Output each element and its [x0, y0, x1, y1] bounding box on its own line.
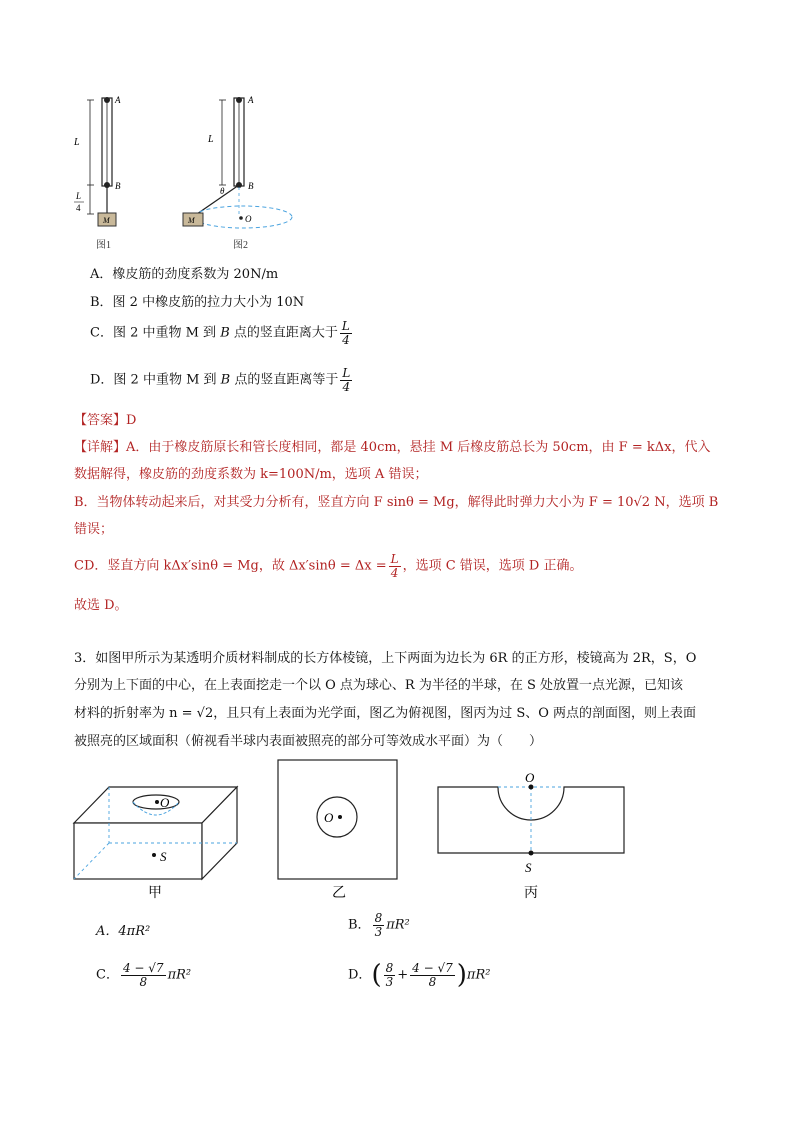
q3-option-b-tail: πR²: [386, 917, 410, 933]
q2-figure: [70, 90, 320, 255]
bing-label-o: O: [525, 770, 535, 785]
q2-option-d-prefix: D．图 2 中重物 M 到: [90, 372, 221, 388]
q2-option-d-suffix: 点的竖直距离等于: [230, 372, 339, 388]
q2-detail-line2: 数据解得，橡皮筋的劲度系数为 k=100N/m，选项 A 错误；: [74, 467, 428, 482]
caption-bing: 丙: [524, 886, 538, 901]
q3-stem-line1: 3．如图甲所示为某透明介质材料制成的长方体棱镜，上下两面为边长为 6R 的正方形，棱镜高为 2R，S，O: [74, 651, 697, 666]
figure2: [183, 95, 292, 251]
label-L4-num: L: [76, 191, 82, 201]
q2-option-a-text: A．橡皮筋的劲度系数为 20N/m: [90, 267, 279, 282]
q2-option-d-b: B: [220, 372, 231, 388]
q2-detail-line6: 故选 D。: [74, 598, 128, 613]
jia-label-s: S: [160, 849, 167, 864]
q3-option-d-rparen: ): [456, 960, 467, 990]
label-B-fig2: B: [248, 181, 254, 191]
q3-option-d-label: D．: [348, 967, 372, 983]
q3-stem-line4: 被照亮的区域面积（俯视看半球内表面被照亮的部分可等效成水平面）为（ ）: [74, 734, 543, 749]
label-B-fig1: B: [115, 181, 121, 191]
q2-detail-line5-prefix: CD．竖直方向 kΔx′sinθ = Mg，故 Δx′sinθ = Δx =: [74, 558, 387, 574]
q3-option-c-label: C．: [96, 967, 119, 983]
q2-option-d[interactable]: [90, 367, 354, 393]
q3-option-c-tail: πR²: [167, 967, 192, 983]
caption-yi: 乙: [332, 886, 346, 901]
q2-option-c-frac: $\frac{L}{4}$: [341, 319, 350, 347]
label-M-fig1: M: [103, 216, 110, 225]
q2-detail-line4: 错误；: [74, 522, 114, 537]
q2-detail-line5-suffix: ，选项 C 错误，选项 D 正确。: [402, 558, 583, 574]
q3-option-c[interactable]: [96, 962, 191, 988]
figure1: [73, 95, 121, 251]
q2-option-a[interactable]: [90, 263, 278, 282]
q2-option-c-suffix: 点的竖直距离大于: [229, 325, 338, 341]
figure-bing: [438, 770, 624, 901]
yi-label-o: O: [324, 810, 334, 825]
q3-option-a-text: A．4πR²: [96, 924, 151, 939]
q2-option-c-b: B: [220, 325, 230, 341]
q3-option-d[interactable]: [348, 960, 490, 990]
q2-option-c[interactable]: [90, 320, 354, 346]
q3-stem-line2: 分别为上下面的中心，在上表面挖走一个以 O 点为球心、R 为半径的半球，在 S 处放置一点光源，已知该: [74, 678, 684, 693]
q3-option-d-frac-a: $\frac{8}{3}$: [385, 960, 394, 989]
q2-detail-line1-text: A．由于橡皮筋原长和管长度相同，都是 40cm，悬挂 M 后橡皮筋总长为 50cm，由 F = kΔx，代入: [126, 440, 711, 455]
q3-option-b-label: B．: [348, 917, 371, 933]
figure-jia: [74, 787, 237, 901]
label-L-fig2: L: [208, 134, 214, 145]
q2-option-b[interactable]: [90, 291, 304, 310]
q3-option-d-frac-b: $\frac{4 - √7}{8}$: [412, 960, 453, 989]
bing-label-s: S: [525, 860, 532, 875]
q2-option-b-text: B．图 2 中橡皮筋的拉力大小为 10N: [90, 295, 305, 310]
q2-option-c-prefix: C．图 2 中重物 M 到: [90, 325, 221, 341]
q3-option-d-plus: +: [397, 967, 409, 983]
caption-jia: 甲: [148, 886, 162, 901]
label-O-fig2: O: [245, 214, 252, 224]
q3-option-c-frac: $\frac{4 - √7}{8}$: [122, 961, 164, 989]
q2-detail-line3: B．当物体转动起来后，对其受力分析有，竖直方向 F sinθ = Mg，解得此时弹力大小为 F = 10√2 N，选项 B: [74, 495, 719, 510]
q3-stem-line3: 材料的折射率为 n = √2，且只有上表面为光学面，图乙为俯视图，图丙为过 S、O 两点的剖面图，则上表面: [74, 706, 697, 721]
q3-option-b-frac: $\frac{8}{3}$: [374, 911, 383, 939]
caption-fig2: 图2: [233, 240, 248, 251]
label-A-fig2: A: [248, 95, 254, 105]
figure-yi: [278, 760, 397, 901]
jia-label-o: O: [160, 795, 170, 810]
label-L4-den: 4: [76, 203, 81, 213]
q3-figure: [70, 755, 630, 903]
q3-option-a[interactable]: [96, 920, 150, 939]
q2-option-d-frac: $\frac{L}{4}$: [342, 366, 351, 394]
q3-option-d-lparen: (: [371, 960, 382, 990]
caption-fig1: 图1: [96, 240, 111, 251]
label-A-fig1: A: [115, 95, 121, 105]
q2-detail-line5: [74, 553, 582, 579]
label-theta: θ: [220, 186, 225, 196]
q3-option-d-tail: πR²: [466, 967, 491, 983]
q2-detail-line1: [74, 436, 710, 455]
q2-detail-tag: 【详解】: [74, 440, 127, 455]
label-M-fig2: M: [188, 216, 195, 225]
q2-detail-line5-frac: $\frac{L}{4}$: [390, 552, 399, 580]
q2-answer: 【答案】D: [74, 413, 137, 428]
label-L: L: [74, 137, 80, 148]
q3-option-b[interactable]: [348, 912, 410, 938]
